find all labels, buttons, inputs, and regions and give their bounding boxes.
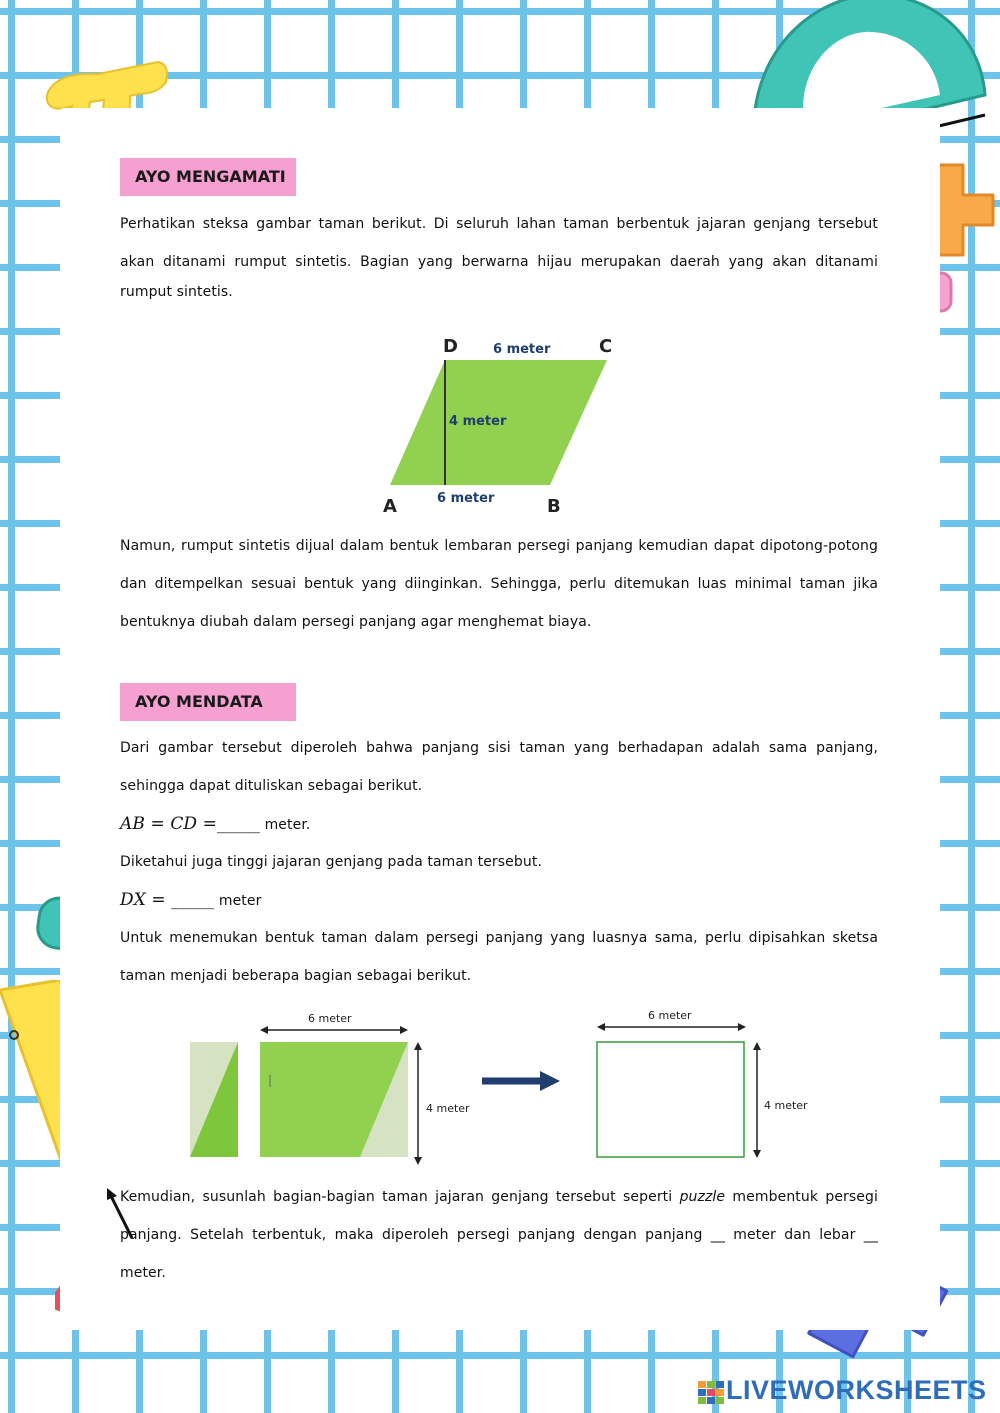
intro-line: akan ditanami rumput sintetis. Bagian yang berwarna hijau merupakan daerah yang akan ditanami [120, 254, 878, 270]
width-label-right: 6 meter [648, 1009, 692, 1022]
closing-paragraph [120, 1178, 878, 1292]
closing-line-end: membentuk persegi [725, 1189, 878, 1205]
intro-line: Perhatikan steksa gambar taman berikut. Di seluruh lahan taman berbentuk jajaran genjang tersebut [120, 216, 878, 232]
height-label: 4 meter [449, 414, 507, 429]
equation-dx [120, 881, 878, 919]
height-label-right: 4 meter [764, 1099, 808, 1112]
closing-line [120, 1178, 878, 1216]
liveworksheets-watermark[interactable]: LIVEWORKSHEETS [726, 1375, 987, 1405]
rearrangement-figure [180, 1005, 820, 1175]
vertex-label-a: A [383, 496, 397, 517]
equation-ab-cd-math: AB = CD =_____ [120, 814, 261, 834]
cost-paragraph [120, 527, 878, 641]
equation-dx-unit: meter [214, 893, 262, 909]
data-line: taman menjadi beberapa bagian sebagai berikut. [120, 968, 472, 984]
height-label-left: 4 meter [426, 1102, 470, 1115]
section-title-collect: AYO MENDATA [120, 683, 296, 721]
target-rectangle [597, 1042, 744, 1157]
cost-line: dan ditempelkan sesuai bentuk yang diinginkan. Sehingga, perlu ditemukan luas minimal taman jika [120, 576, 878, 592]
data-line: sehingga dapat dituliskan sebagai berikut. [120, 778, 423, 794]
intro-line: rumput sintetis. [120, 284, 233, 300]
closing-line: meter. [120, 1265, 166, 1281]
parallelogram-figure [375, 330, 625, 520]
puzzle-word: puzzle [679, 1189, 726, 1205]
closing-line: panjang. Setelah terbentuk, maka diperoleh persegi panjang dengan panjang __ meter dan lebar __ [120, 1227, 878, 1243]
data-paragraph [120, 729, 878, 995]
top-side-label: 6 meter [493, 342, 551, 357]
vertex-label-b: B [547, 496, 561, 517]
data-line: Untuk menemukan bentuk taman dalam persegi panjang yang luasnya sama, perlu dipisahkan sketsa [120, 930, 878, 946]
pointer-arrow-icon [104, 1188, 138, 1244]
liveworksheets-logo-icon [698, 1381, 724, 1405]
data-line: Diketahui juga tinggi jajaran genjang pada taman tersebut. [120, 854, 542, 870]
width-label-left: 6 meter [308, 1012, 352, 1025]
data-line: Dari gambar tersebut diperoleh bahwa panjang sisi taman yang berhadapan adalah sama panjang, [120, 740, 878, 756]
vertex-label-c: C [599, 336, 613, 357]
bottom-side-label: 6 meter [437, 491, 495, 506]
section-title-observe: AYO MENGAMATI [120, 158, 296, 196]
cost-line: Namun, rumput sintetis dijual dalam bentuk lembaran persegi panjang kemudian dapat dipotong-potong [120, 538, 878, 554]
closing-line-start: Kemudian, susunlah bagian-bagian taman jajaran genjang tersebut seperti [120, 1189, 680, 1205]
equation-ab-cd-unit: meter. [260, 817, 311, 833]
equation-ab-cd [120, 805, 878, 843]
cost-line: bentuknya diubah dalam persegi panjang agar menghemat biaya. [120, 614, 592, 630]
equation-dx-math: DX = _____ [120, 890, 215, 910]
intro-paragraph [120, 205, 878, 319]
vertex-label-d: D [443, 336, 458, 357]
